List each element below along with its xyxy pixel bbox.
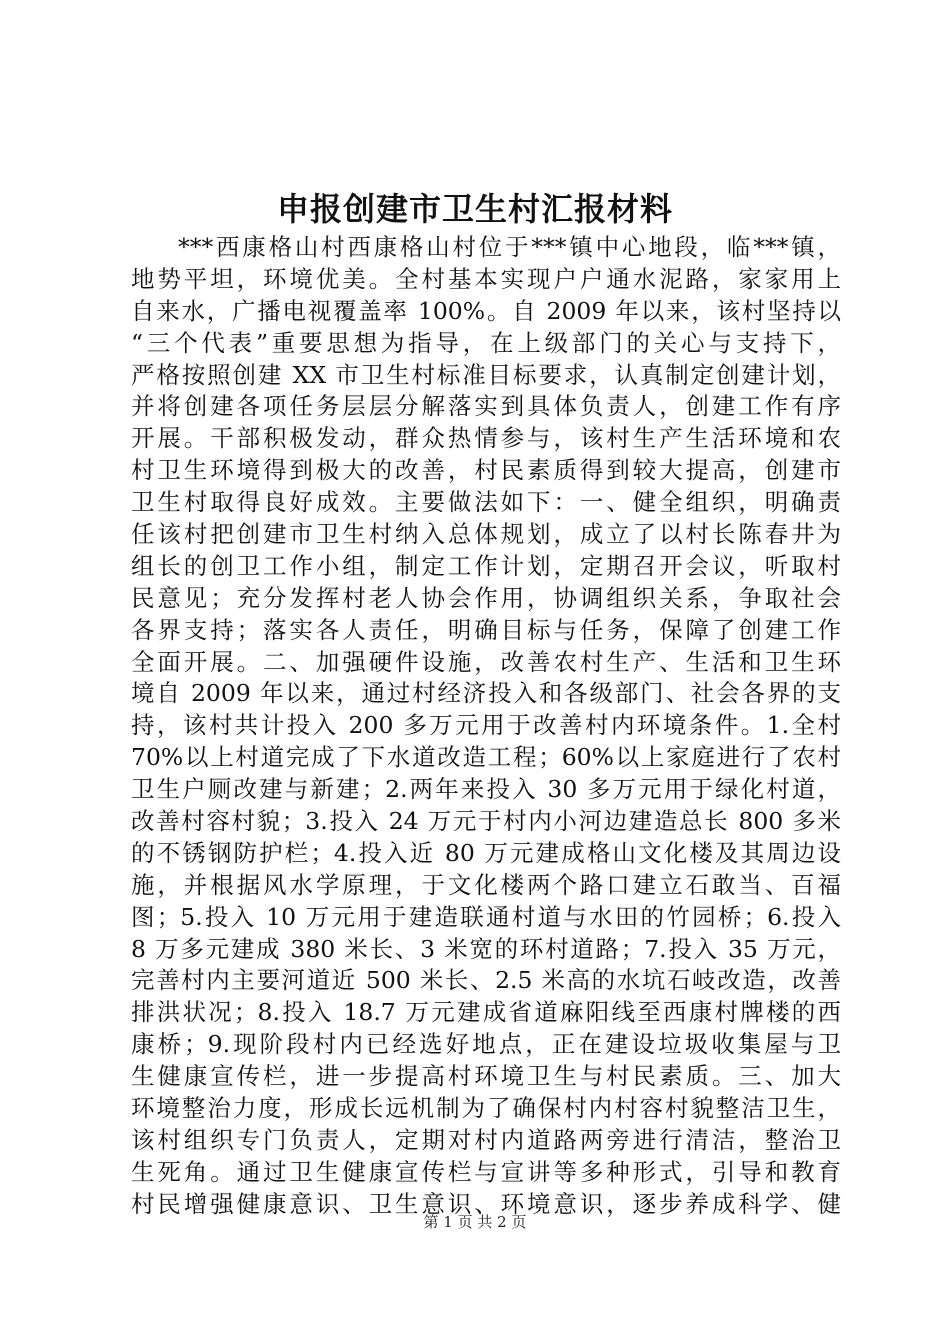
body-line: 改善村容村貌；3.投入 24 万元于村内小河边建造总长 800 多米 [131, 807, 841, 836]
body-line: 的不锈钢防护栏；4.投入近 80 万元建成格山文化楼及其周边设 [131, 838, 841, 867]
body-line: 康桥；9.现阶段村内已经选好地点，正在建设垃圾收集屋与卫 [131, 1030, 841, 1059]
body-line: 该村组织专门负责人，定期对村内道路两旁进行清洁，整治卫 [131, 1125, 841, 1154]
body-paragraph [131, 232, 841, 1221]
body-line: 并将创建各项任务层层分解落实到具体负责人，创建工作有序 [131, 392, 841, 421]
body-line: 完善村内主要河道近 500 米长、2.5 米高的水坑石岐改造，改善 [131, 966, 841, 995]
body-line: 自来水，广播电视覆盖率 100%。自 2009 年以来，该村坚持以 [131, 296, 841, 325]
body-line: 全面开展。二、加强硬件设施，改善农村生产、生活和卫生环 [131, 647, 841, 676]
body-line: 地势平坦，环境优美。全村基本实现户户通水泥路，家家用上 [131, 264, 841, 293]
body-line: 严格按照创建 XX 市卫生村标准目标要求，认真制定创建计划， [131, 360, 841, 389]
body-line: 开展。干部积极发动，群众热情参与，该村生产生活环境和农 [131, 424, 841, 453]
body-line: 排洪状况；8.投入 18.7 万元建成省道麻阳线至西康村牌楼的西 [131, 998, 841, 1027]
body-line: 村民增强健康意识、卫生意识、环境意识，逐步养成科学、健 [131, 1189, 841, 1218]
body-line: “三个代表”重要思想为指导，在上级部门的关心与支持下， [131, 328, 841, 357]
body-line: 卫生户厕改建与新建；2.两年来投入 30 多万元用于绿化村道， [131, 775, 841, 804]
body-line: 施，并根据风水学原理，于文化楼两个路口建立石敢当、百福 [131, 870, 841, 899]
body-line: 村卫生环境得到极大的改善，村民素质得到较大提高，创建市 [131, 456, 841, 485]
body-line: 生健康宣传栏，进一步提高村环境卫生与村民素质。三、加大 [131, 1062, 841, 1091]
body-line: 组长的创卫工作小组，制定工作计划，定期召开会议，听取村 [131, 551, 841, 580]
body-line: 生死角。通过卫生健康宣传栏与宣讲等多种形式，引导和教育 [131, 1157, 841, 1186]
body-line: 境自 2009 年以来，通过村经济投入和各级部门、社会各界的支 [131, 679, 841, 708]
page-footer: 第 1 页 共 2 页 [423, 1213, 527, 1231]
body-line: 卫生村取得良好成效。主要做法如下：一、健全组织，明确责 [131, 488, 841, 517]
body-line: 8 万多元建成 380 米长、3 米宽的环村道路；7.投入 35 万元， [131, 934, 841, 963]
body-line: 环境整治力度，形成长远机制为了确保村内村容村貌整洁卫生， [131, 1094, 841, 1123]
body-line: 持，该村共计投入 200 多万元用于改善村内环境条件。1.全村 [131, 711, 841, 740]
body-line: ***西康格山村西康格山村位于***镇中心地段，临***镇， [178, 233, 841, 261]
body-line: 民意见；充分发挥村老人协会作用，协调组织关系，争取社会 [131, 583, 841, 612]
document-title: 申报创建市卫生村汇报材料 [276, 190, 673, 228]
body-line: 任该村把创建市卫生村纳入总体规划，成立了以村长陈春井为 [131, 520, 841, 549]
body-line: 各界支持；落实各人责任，明确目标与任务，保障了创建工作 [131, 615, 841, 644]
body-line: 图；5.投入 10 万元用于建造联通村道与水田的竹园桥；6.投入 [131, 902, 841, 931]
body-line: 70%以上村道完成了下水道改造工程；60%以上家庭进行了农村 [131, 743, 841, 772]
